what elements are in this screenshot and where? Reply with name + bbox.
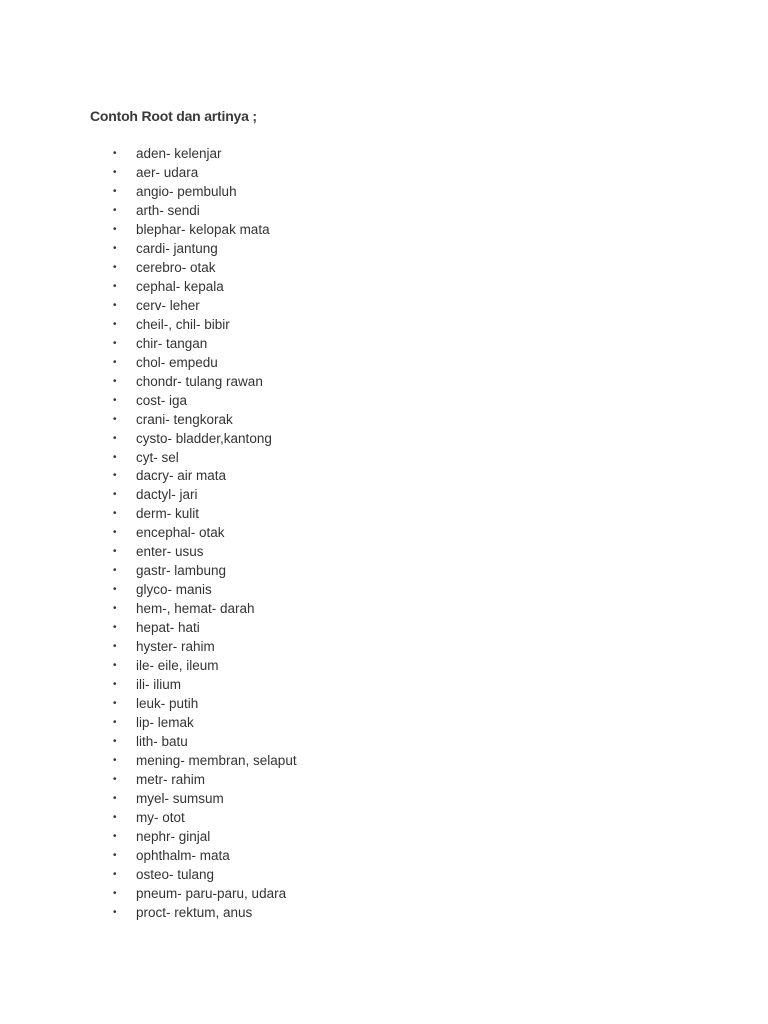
bullet-icon: •: [113, 356, 117, 368]
list-item-text: encephal- otak: [136, 525, 225, 541]
list-item-text: dactyl- jari: [136, 487, 198, 503]
document-heading: Contoh Root dan artinya ;: [90, 108, 257, 124]
bullet-icon: •: [113, 223, 117, 235]
list-item-text: ili- ilium: [136, 677, 181, 693]
list-item-text: lith- batu: [136, 734, 188, 750]
list-item-text: proct- rektum, anus: [136, 904, 253, 920]
bullet-icon: •: [113, 660, 117, 672]
list-item-text: aer- udara: [136, 164, 199, 180]
list-item-text: cyt- sel: [136, 449, 179, 465]
bullet-icon: •: [113, 906, 117, 918]
bullet-icon: •: [113, 698, 117, 710]
list-item-text: hem-, hemat- darah: [136, 601, 255, 617]
list-item-text: angio- pembuluh: [136, 183, 237, 199]
list-item-text: glyco- manis: [136, 582, 212, 598]
list-item-text: cardi- jantung: [136, 240, 218, 256]
bullet-icon: •: [113, 641, 117, 653]
list-item-text: ile- eile, ileum: [136, 658, 219, 674]
list-item-text: leuk- putih: [136, 696, 199, 712]
bullet-icon: •: [113, 375, 117, 387]
list-item-text: enter- usus: [136, 544, 204, 560]
bullet-icon: •: [113, 204, 117, 216]
bullet-icon: •: [113, 451, 117, 463]
list-item-text: blephar- kelopak mata: [136, 221, 270, 237]
bullet-icon: •: [113, 603, 117, 615]
bullet-icon: •: [113, 318, 117, 330]
bullet-icon: •: [113, 622, 117, 634]
bullet-icon: •: [113, 242, 117, 254]
list-item-text: cheil-, chil- bibir: [136, 316, 230, 332]
list-item-text: chondr- tulang rawan: [136, 373, 263, 389]
bullet-icon: •: [113, 584, 117, 596]
bullet-icon: •: [113, 185, 117, 197]
bullet-icon: •: [113, 432, 117, 444]
list-item-text: cerv- leher: [136, 297, 200, 313]
list-item-text: crani- tengkorak: [136, 411, 233, 427]
bullet-icon: •: [113, 299, 117, 311]
bullet-icon: •: [113, 394, 117, 406]
list-item-text: cost- iga: [136, 392, 188, 408]
bullet-icon: •: [113, 508, 117, 520]
list-item-text: arth- sendi: [136, 202, 200, 218]
list-item-text: osteo- tulang: [136, 866, 215, 882]
list-item-text: lip- lemak: [136, 715, 194, 731]
bullet-icon: •: [113, 830, 117, 842]
list-item-text: cephal- kepala: [136, 278, 224, 294]
bullet-icon: •: [113, 887, 117, 899]
bullet-icon: •: [113, 337, 117, 349]
list-item-text: cerebro- otak: [136, 259, 216, 275]
bullet-icon: •: [113, 755, 117, 766]
bullet-icon: •: [113, 868, 117, 880]
bullet-icon: •: [113, 679, 117, 691]
list-item-text: myel- sumsum: [136, 790, 224, 806]
list-item-text: gastr- lambung: [136, 563, 227, 579]
bullet-icon: •: [113, 166, 117, 178]
bullet-icon: •: [113, 736, 117, 748]
list-item-text: hyster- rahim: [136, 639, 215, 655]
list-item-text: chir- tangan: [136, 335, 208, 351]
list-item-text: chol- empedu: [136, 354, 218, 370]
list-item-text: derm- kulit: [136, 506, 200, 522]
bullet-icon: •: [113, 792, 117, 804]
bullet-icon: •: [113, 413, 117, 425]
list-item-text: my- otot: [136, 809, 185, 825]
list-item-text: dacry- air mata: [136, 468, 227, 484]
bullet-icon: •: [113, 527, 117, 539]
bullet-icon: •: [113, 849, 117, 861]
bullet-icon: •: [113, 565, 117, 577]
bullet-icon: •: [113, 546, 117, 558]
list-item-text: pneum- paru-paru, udara: [136, 885, 287, 901]
bullet-icon: •: [113, 773, 117, 785]
bullet-icon: •: [113, 280, 117, 292]
bullet-icon: •: [113, 148, 117, 159]
bullet-icon: •: [113, 261, 117, 273]
list-item-text: aden- kelenjar: [136, 146, 222, 161]
list-item-text: metr- rahim: [136, 771, 206, 787]
list-item-text: nephr- ginjal: [136, 828, 211, 844]
bullet-icon: •: [113, 811, 117, 823]
list-item-text: ophthalm- mata: [136, 847, 230, 863]
bullet-icon: •: [113, 489, 117, 501]
bullet-icon: •: [113, 717, 117, 729]
list-item-text: hepat- hati: [136, 620, 200, 636]
bullet-icon: •: [113, 470, 117, 482]
list-item-text: cysto- bladder,kantong: [136, 430, 272, 446]
list-item-text: mening- membran, selaput: [136, 753, 297, 768]
